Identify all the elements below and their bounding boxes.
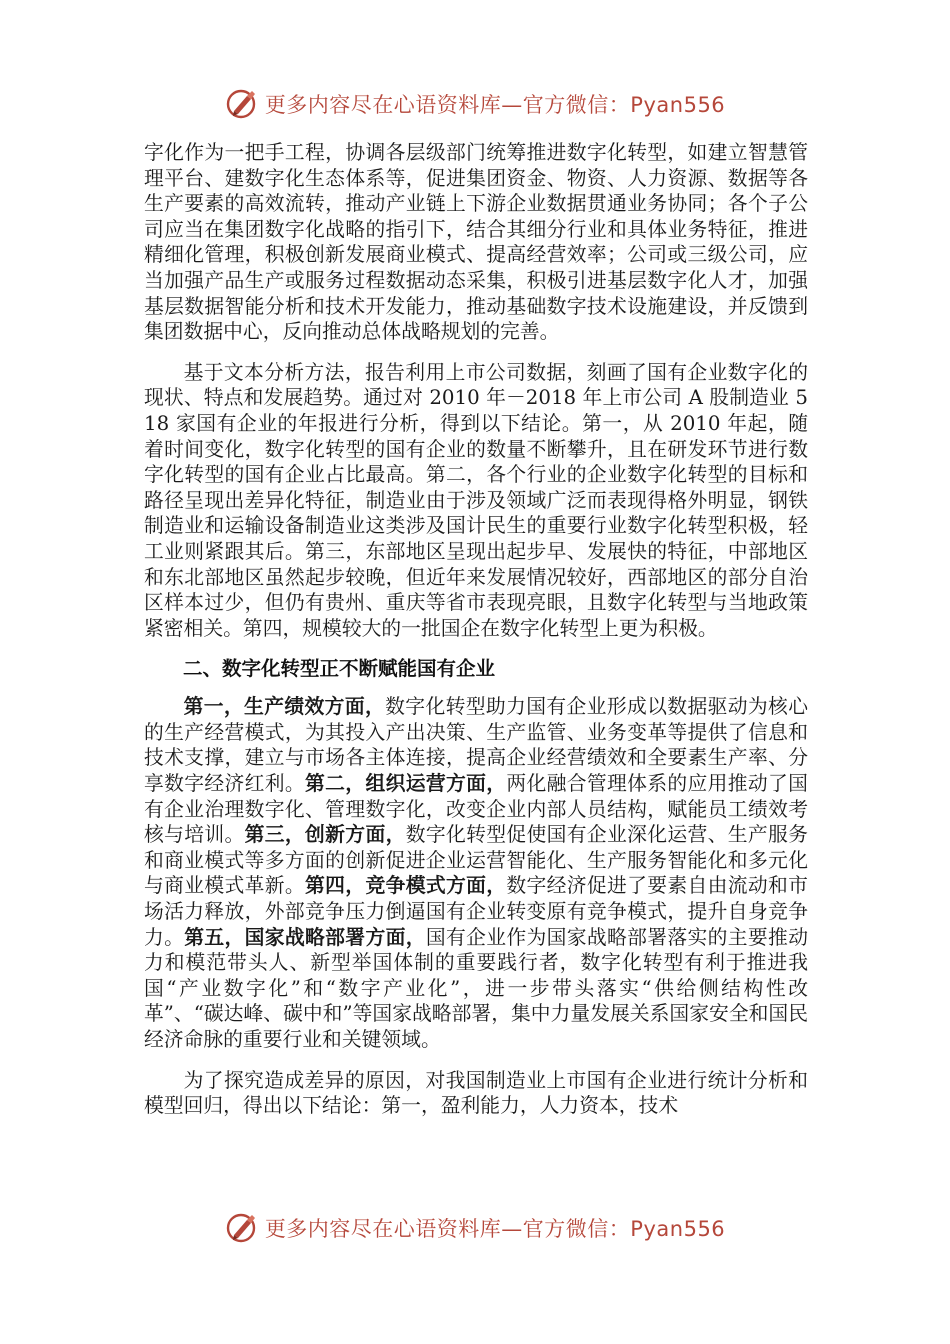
point-5-text: 国有企业作为国家战略部署落实的主要推动力和模范带头人、新型举国体制的重要践行者，数字化转型有利于推进我国“产业数字化”和“数字产业化”，进一步带头落实“供给侧结构性改革”、“碳达峰、碳中和”等国家战略部署，集中力量发展关系国家安全和国民经济命脉的重要行业和关键领域。 bbox=[144, 925, 808, 1051]
paragraph-empowerment bbox=[144, 694, 808, 1052]
point-2-title: 第二，组织运营方面， bbox=[305, 772, 507, 796]
section-heading: 二、数字化转型正不断赋能国有企业 bbox=[183, 657, 496, 681]
watermark-text: 更多内容尽在心语资料库—官方微信：Pyan556 bbox=[264, 93, 726, 117]
paragraph-causes: 为了探究造成差异的原因，对我国制造业上市国有企业进行统计分析和模型回归，得出以下结论：第一，盈利能力，人力资本，技术 bbox=[144, 1068, 808, 1118]
header-watermark bbox=[0, 84, 950, 124]
point-2-text: 两化融合管理体系的应用推动了国有企业治理数字化、管理数字化，改变企业内部人员结构，赋能员工绩效考核与培训。 bbox=[144, 772, 808, 847]
pen-logo-icon bbox=[225, 87, 259, 121]
point-4-title: 第四，竞争模式方面， bbox=[305, 874, 507, 898]
pen-logo-icon bbox=[225, 1211, 259, 1245]
point-1-title: 第一，生产绩效方面， bbox=[183, 695, 386, 719]
point-5-title: 第五，国家战略部署方面， bbox=[184, 925, 426, 949]
document-body bbox=[144, 140, 808, 1119]
point-3-title: 第三，创新方面， bbox=[244, 823, 406, 847]
watermark-text: 更多内容尽在心语资料库—官方微信：Pyan556 bbox=[264, 1217, 726, 1241]
footer-watermark bbox=[0, 1208, 950, 1248]
paragraph-continuation: 字化作为一把手工程，协调各层级部门统筹推进数字化转型，如建立智慧管理平台、建数字化生态体系等，促进集团资金、物资、人力资源、数据等各生产要素的高效流转，推动产业链上下游企业数据贯通业务协同；各个子公司应当在集团数字化战略的指引下，结合其细分行业和具体业务特征，推进精细化管理，积极创新发展商业模式、提高经营效率；公司或三级公司，应当加强产品生产或服务过程数据动态采集，积极引进基层数字化人才，加强基层数据智能分析和技术开发能力，推动基础数字技术设施建设，并反馈到集团数据中心，反向推动总体战略规划的完善。 bbox=[144, 141, 808, 344]
point-3-text: 数字化转型促使国有企业深化运营、生产服务和商业模式等多方面的创新促进企业运营智能化、生产服务智能化和多元化与商业模式革新。 bbox=[144, 823, 808, 898]
point-1-text: 数字化转型助力国有企业形成以数据驱动为核心的生产经营模式，为其投入产出决策、生产监管、业务变革等提供了信息和技术支撑，建立与市场各主体连接，提高企业经营绩效和全要素生产率、分享数字经济红利。 bbox=[144, 695, 808, 796]
point-4-text: 数字经济促进了要素自由流动和市场活力释放，外部竞争压力倒逼国有企业转变原有竞争模式，提升自身竞争力。 bbox=[144, 874, 808, 949]
paragraph-text-analysis: 基于文本分析方法，报告利用上市公司数据，刻画了国有企业数字化的现状、特点和发展趋势。通过对 2010 年－2018 年上市公司 A 股制造业 518 家国有企业的年报进行分析，得到以下结论。第一，从 2010 年起，随着时间变化，数字化转型的国有企业的数量不断攀升，且在研发环节进行数字化转型的国有企业占比最高。第二，各个行业的企业数字化转型的目标和路径呈现出差异化特征，制造业由于涉及领域广泛而表现得格外明显，钢铁制造业和运输设备制造业这类涉及国计民生的重要行业数字化转型积极，轻工业则紧跟其后。第三，东部地区呈现出起步早、发展快的特征，中部地区和东北部地区虽然起步较晚，但近年来发展情况较好，西部地区的部分自治区样本过少，但仍有贵州、重庆等省市表现亮眼，且数字化转型与当地政策紧密相关。第四，规模较大的一批国企在数字化转型上更为积极。 bbox=[144, 360, 808, 640]
